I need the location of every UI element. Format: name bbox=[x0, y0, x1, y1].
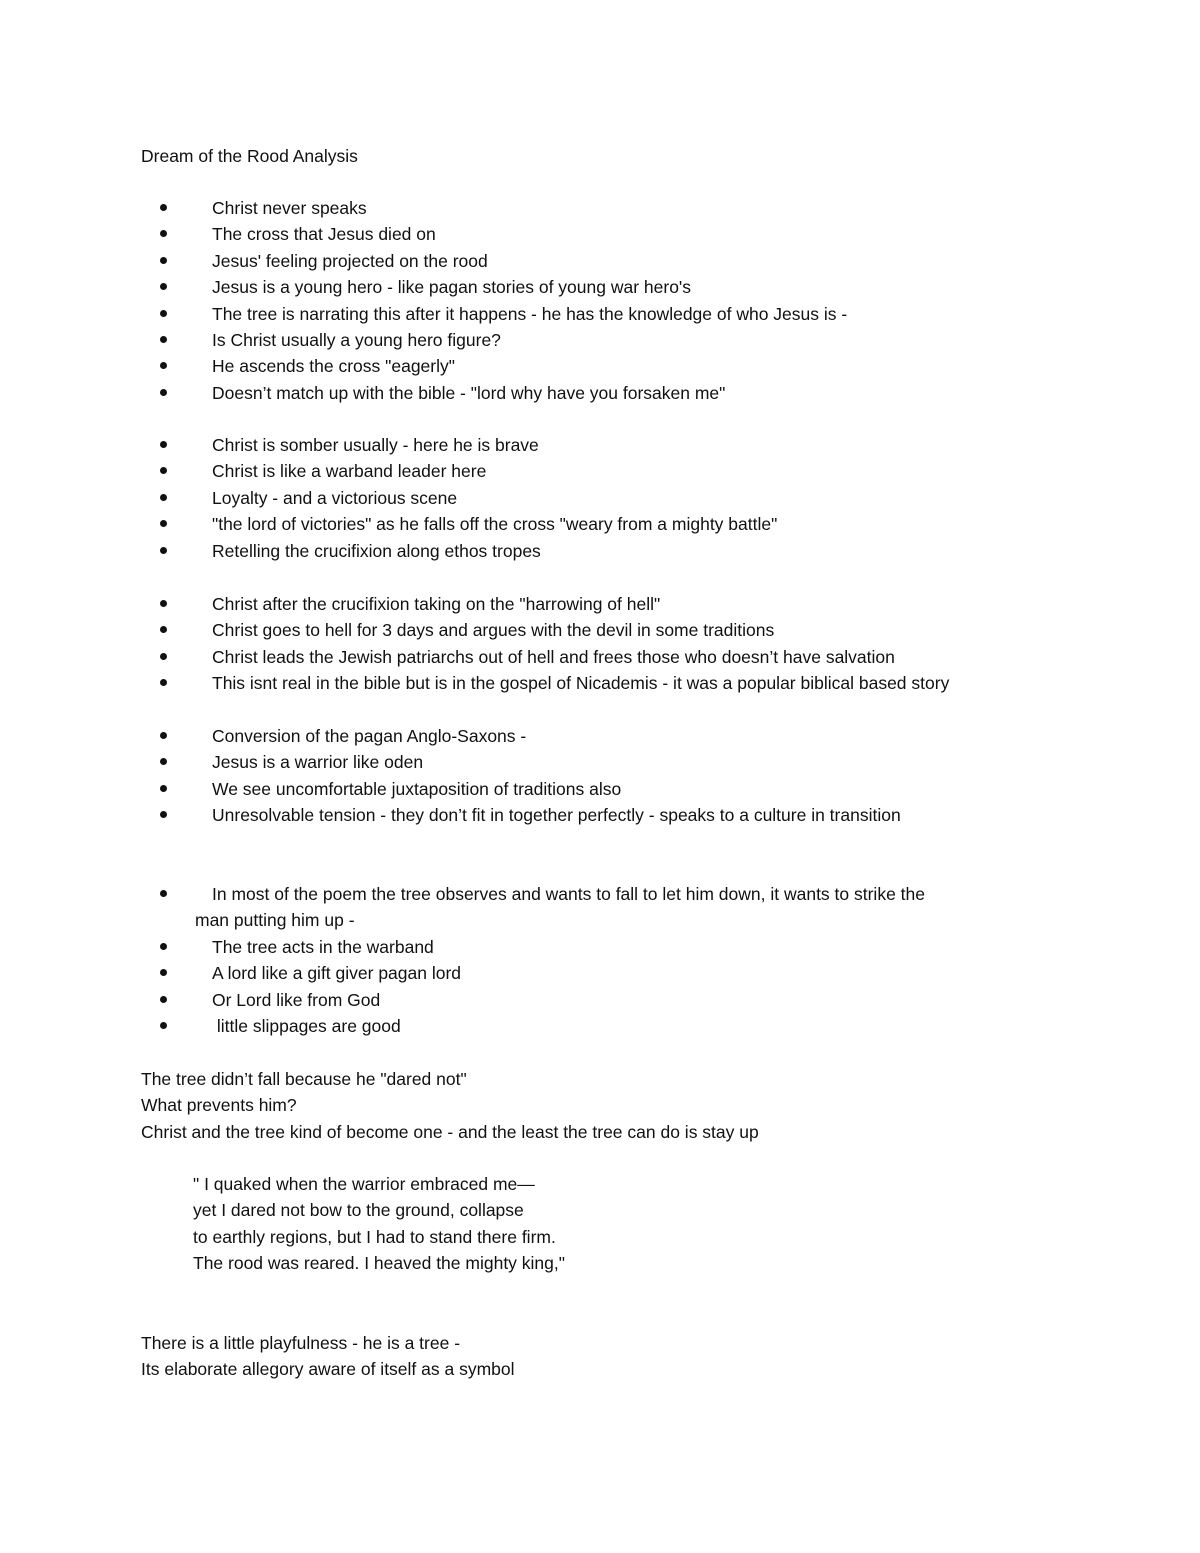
list-item: little slippages are good bbox=[141, 1013, 1141, 1039]
list-item: The tree acts in the warband bbox=[141, 934, 1141, 960]
list-item: Retelling the crucifixion along ethos tropes bbox=[141, 538, 1141, 564]
list-item: The tree is narrating this after it happens - he has the knowledge of who Jesus is - bbox=[141, 301, 1141, 327]
bullet-icon bbox=[160, 283, 167, 290]
closing-paragraph bbox=[141, 1330, 515, 1383]
bullet-icon bbox=[160, 257, 167, 264]
list-item: Jesus is a warrior like oden bbox=[141, 749, 1141, 775]
bullet-icon bbox=[160, 336, 167, 343]
list-item: Unresolvable tension - they don’t fit in together perfectly - speaks to a culture in transition bbox=[141, 802, 1141, 828]
list-item: Christ goes to hell for 3 days and argues with the devil in some traditions bbox=[141, 617, 1141, 643]
bullet-icon bbox=[160, 441, 167, 448]
bullet-icon bbox=[160, 943, 167, 950]
bullet-icon bbox=[160, 467, 167, 474]
paragraph-line: The tree didn’t fall because he "dared not" bbox=[141, 1069, 467, 1089]
bullet-icon bbox=[160, 890, 167, 897]
list-item: We see uncomfortable juxtaposition of traditions also bbox=[141, 776, 1141, 802]
paragraph-line: What prevents him? bbox=[141, 1095, 297, 1116]
bullet-icon bbox=[160, 230, 167, 237]
bullet-list-4 bbox=[141, 723, 1141, 829]
bullet-icon bbox=[160, 811, 167, 818]
list-item: In most of the poem the tree observes and wants to fall to let him down, it wants to strike the man putting him up - bbox=[141, 881, 1141, 934]
bullet-list-5 bbox=[141, 881, 1141, 1039]
list-item: Christ after the crucifixion taking on the "harrowing of hell" bbox=[141, 591, 1141, 617]
bullet-icon bbox=[160, 494, 167, 501]
list-item: Jesus' feeling projected on the rood bbox=[141, 248, 1141, 274]
bullet-icon bbox=[160, 785, 167, 792]
quote-line: The rood was reared. I heaved the mighty king," bbox=[193, 1253, 565, 1274]
list-item: "the lord of victories" as he falls off the cross "weary from a mighty battle" bbox=[141, 511, 1141, 537]
quote-line: to earthly regions, but I had to stand there firm. bbox=[193, 1226, 556, 1247]
list-item: Is Christ usually a young hero figure? bbox=[141, 327, 1141, 353]
bullet-icon bbox=[160, 758, 167, 765]
list-item: Or Lord like from God bbox=[141, 987, 1141, 1013]
bullet-icon bbox=[160, 389, 167, 396]
list-item: Christ leads the Jewish patriarchs out of hell and frees those who doesn’t have salvation bbox=[141, 644, 1141, 670]
list-item: Christ is like a warband leader here bbox=[141, 458, 1141, 484]
list-item: This isnt real in the bible but is in the gospel of Nicademis - it was a popular biblical based story bbox=[141, 670, 1141, 696]
list-item: Christ never speaks bbox=[141, 195, 1141, 221]
bullet-list-1 bbox=[141, 195, 1141, 406]
bullet-icon bbox=[160, 204, 167, 211]
bullet-list-2 bbox=[141, 432, 1141, 564]
list-item: Loyalty - and a victorious scene bbox=[141, 485, 1141, 511]
quote-line: yet I dared not bow to the ground, collapse bbox=[193, 1200, 524, 1221]
bullet-icon bbox=[160, 653, 167, 660]
bullet-icon bbox=[160, 547, 167, 554]
bullet-list-3 bbox=[141, 591, 1141, 697]
bullet-icon bbox=[160, 626, 167, 633]
poem-quote bbox=[193, 1171, 565, 1277]
list-item: The cross that Jesus died on bbox=[141, 221, 1141, 247]
bullet-icon bbox=[160, 310, 167, 317]
paragraph-line: Christ and the tree kind of become one - and the least the tree can do is stay up bbox=[141, 1121, 759, 1142]
bullet-icon bbox=[160, 969, 167, 976]
list-item: Conversion of the pagan Anglo-Saxons - bbox=[141, 723, 1141, 749]
bullet-icon bbox=[160, 600, 167, 607]
paragraph-line: Its elaborate allegory aware of itself as a symbol bbox=[141, 1359, 515, 1380]
bullet-icon bbox=[160, 996, 167, 1003]
list-item: He ascends the cross "eagerly" bbox=[141, 353, 1141, 379]
bullet-icon bbox=[160, 679, 167, 686]
paragraph-line: There is a little playfulness - he is a tree - bbox=[141, 1333, 461, 1353]
document-title: Dream of the Rood Analysis bbox=[141, 146, 358, 166]
list-item: Jesus is a young hero - like pagan stories of young war hero's bbox=[141, 274, 1141, 300]
quote-line: " I quaked when the warrior embraced me— bbox=[193, 1174, 535, 1194]
list-item: A lord like a gift giver pagan lord bbox=[141, 960, 1141, 986]
list-item: Doesn’t match up with the bible - "lord why have you forsaken me" bbox=[141, 380, 1141, 406]
bullet-icon bbox=[160, 1022, 167, 1029]
bullet-icon bbox=[160, 362, 167, 369]
paragraph bbox=[141, 1066, 759, 1145]
bullet-icon bbox=[160, 732, 167, 739]
list-item: Christ is somber usually - here he is brave bbox=[141, 432, 1141, 458]
bullet-icon bbox=[160, 520, 167, 527]
